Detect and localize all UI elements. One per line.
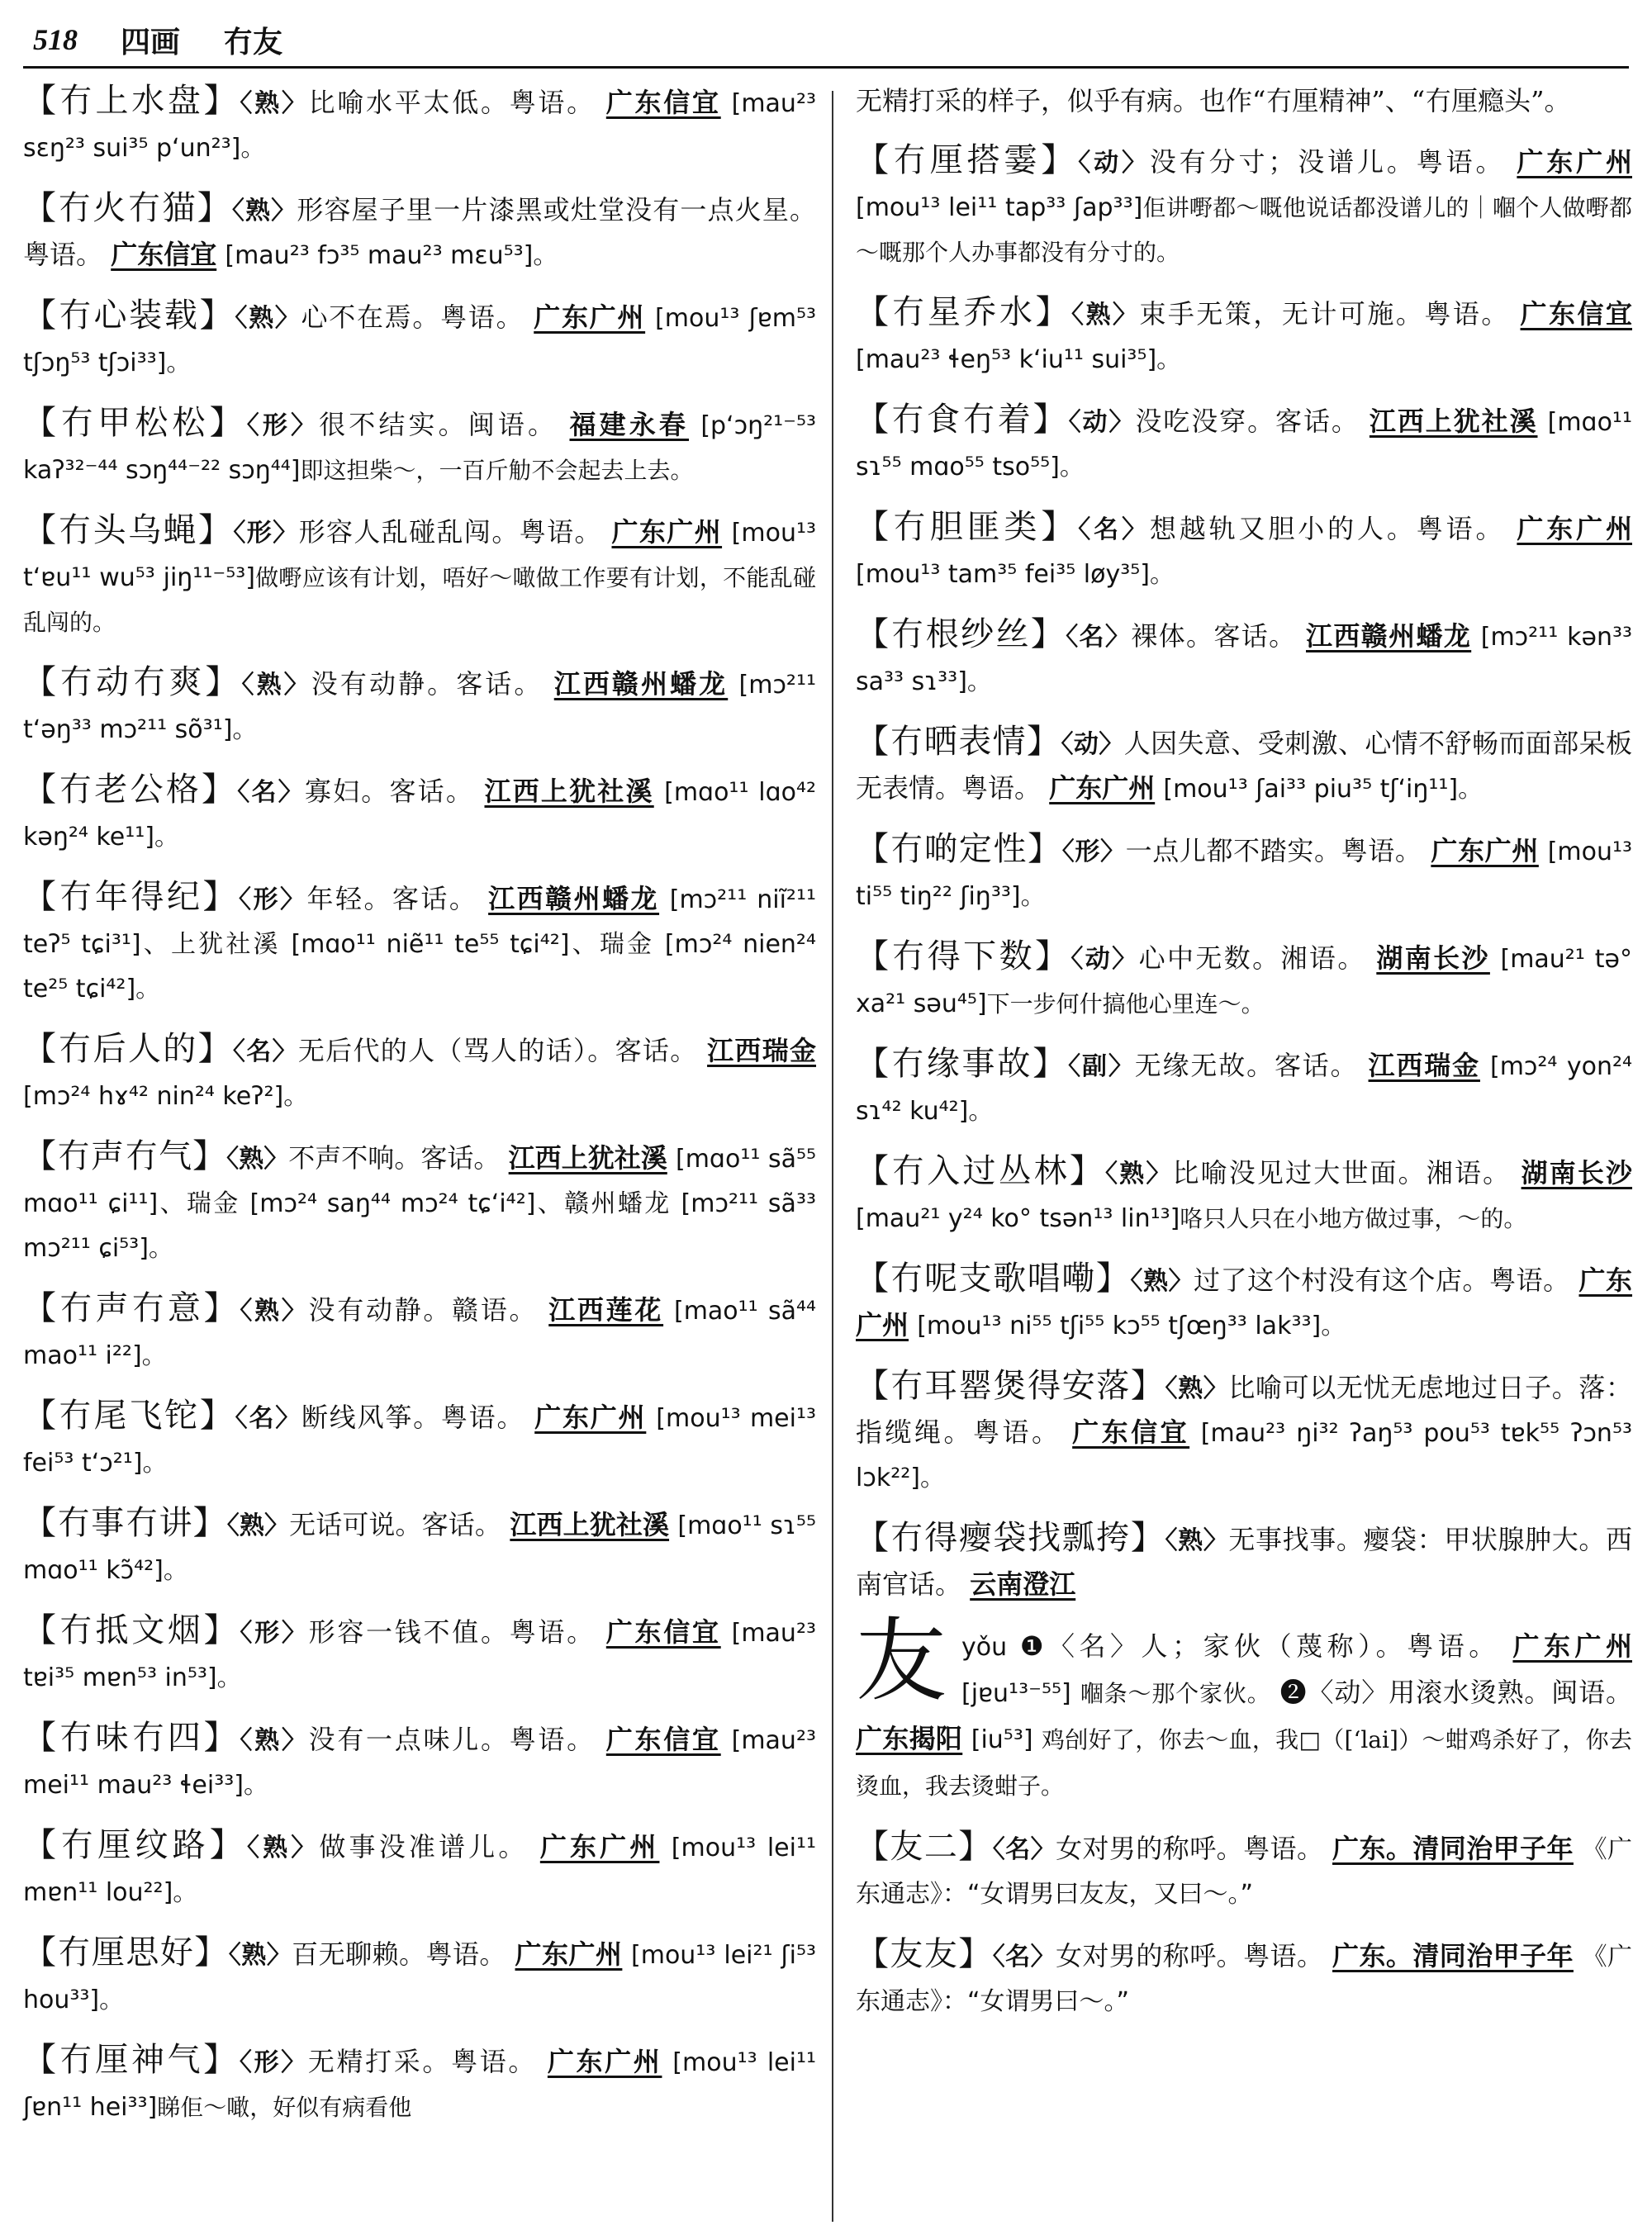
entry-pos: 〈熟〉	[1130, 1267, 1194, 1296]
dictionary-entry	[23, 1287, 816, 1378]
sense-2-ipa: [iu⁵³]	[971, 1725, 1033, 1754]
entry-place: 广东广州	[1517, 513, 1632, 544]
dictionary-entry	[23, 1824, 816, 1914]
entry-headword: 【冇呢支歌唱嘞】	[856, 1260, 1131, 1298]
entry-headword: 【冇胆匪类】	[856, 508, 1079, 546]
sense-1-example: 嗰条～那个家伙。	[1080, 1680, 1271, 1707]
right-entries	[856, 139, 1632, 1607]
entry-place: 广东信宜	[111, 239, 217, 270]
entry-headword: 【冇心装载】	[23, 297, 235, 334]
dictionary-entry	[23, 1609, 816, 1700]
entry-ipa: [mɔ²¹¹ tʻəŋ³³ mɔ²¹¹ sõ³¹]。	[23, 671, 817, 744]
continued-text: 无精打采的样子，似乎有病。也作“冇厘精神”、“冇厘瘾头”。	[856, 85, 1571, 116]
entry-ipa: [mou¹³ ni⁵⁵ tʃi⁵⁵ kɔ⁵⁵ tʃœŋ³³ lak³³]。	[917, 1312, 1346, 1340]
entry-pos: 〈熟〉	[235, 304, 301, 333]
dictionary-entry	[23, 294, 816, 385]
dictionary-entry	[23, 509, 816, 644]
dictionary-entry	[856, 1042, 1632, 1133]
entry-headword: 【冇根纱丝】	[856, 615, 1066, 653]
dictionary-entry	[856, 1150, 1632, 1241]
entry-ipa: [mau²¹ y²⁴ ko° tsən¹³ lin¹³]	[856, 1204, 1180, 1233]
sense-1-ipa: [jɐu¹³⁻⁵⁵]	[961, 1679, 1071, 1708]
entry-headword: 【友二】	[856, 1828, 993, 1866]
entry-place: 江西上犹社溪	[484, 776, 654, 807]
dictionary-entry	[856, 1516, 1632, 1607]
page-header	[33, 15, 1619, 64]
entry-pos: 〈名〉	[232, 1037, 298, 1066]
entry-ipa: [mou¹³ ʃɐm⁵³ tʃɔŋ⁵³ tʃɔi³³]。	[23, 304, 816, 377]
entry-ipa: [mɑo¹¹ sɿ⁵⁵ mɑo⁵⁵ tso⁵⁵]。	[856, 408, 1632, 482]
entry-definition: 形容人乱碰乱闯。粤语。	[298, 516, 602, 548]
dictionary-entry	[856, 505, 1632, 596]
entry-pos: 〈熟〉	[1105, 1160, 1173, 1189]
left-column	[23, 79, 816, 2146]
dictionary-entry	[856, 139, 1632, 274]
page-number: 518	[33, 23, 78, 56]
entry-pos: 〈形〉	[1061, 837, 1126, 866]
dictionary-entry	[23, 1027, 816, 1118]
entry-definition: 年轻。客话。	[306, 883, 478, 914]
entry-definition: 人因失意、受刺激、心情不舒畅而面部呆板无表情。粤语。	[856, 728, 1633, 804]
entry-pos: 〈熟〉	[246, 1834, 320, 1862]
entry-pos: 〈名〉	[992, 1943, 1056, 1971]
entry-ipa: [mou¹³ tam³⁵ fei³⁵ løy³⁵]。	[856, 560, 1175, 589]
dictionary-entry	[856, 720, 1632, 811]
entry-ipa: [mau²³ ŋi³² ʔaŋ⁵³ pou⁵³ tɐk⁵⁵ ʔɔn⁵³ lɔk²²]。	[856, 1419, 1632, 1492]
sense-1-text: 〈名〉人；家伙（蔑称）。粤语。	[1048, 1630, 1500, 1662]
entry-headword: 【冇晒表情】	[856, 723, 1061, 761]
entry-example: 即这担柴～，一百斤觔不会起去上去。	[300, 457, 694, 484]
dictionary-entry	[23, 187, 816, 278]
entry-ipa: [mɑo¹¹ sã⁵⁵ mɑo¹¹ ɕi¹¹]、瑞金 [mɔ²⁴ saŋ⁴⁴ mɔ²⁴ tɕʻi⁴²]、赣州蟠龙 [mɔ²¹¹ sã³³ mɔ²¹¹ ɕi⁵³]。	[23, 1145, 817, 1263]
entry-pos: 〈形〉	[246, 411, 320, 440]
entry-headword: 【冇声冇意】	[23, 1289, 240, 1327]
entry-definition: 心中无数。湘语。	[1138, 942, 1366, 974]
entry-headword: 【冇声冇气】	[23, 1137, 227, 1175]
dictionary-entry	[23, 1394, 816, 1485]
entry-place: 江西上犹社溪	[1369, 406, 1538, 437]
entry-headword: 【冇味冇四】	[23, 1719, 240, 1757]
entry-pos: 〈动〉	[1070, 945, 1139, 974]
entry-ipa: [mau²³ fɔ³⁵ mau²³ mɛu⁵³]。	[225, 241, 558, 270]
right-column	[856, 79, 1632, 2040]
entry-pos: 〈熟〉	[226, 1145, 289, 1174]
entry-headword: 【冇得下数】	[856, 937, 1071, 975]
entry-headword: 【冇火冇猫】	[23, 189, 232, 227]
entry-definition: 形容一钱不值。粤语。	[308, 1616, 596, 1648]
entry-definition: 裸体。客话。	[1131, 620, 1297, 652]
dictionary-entry	[856, 935, 1632, 1026]
entry-ipa: [mɑo¹¹ lɑo⁴² kəŋ²⁴ ke¹¹]。	[23, 778, 817, 852]
entry-ipa: 《广东通志》：“女谓男曰～。”	[856, 1943, 1632, 2016]
dictionary-entry	[23, 768, 816, 859]
continued-entry	[856, 79, 1632, 122]
entry-definition: 过了这个村没有这个店。粤语。	[1194, 1264, 1570, 1296]
entry-headword: 【冇得瘿袋找瓢挎】	[856, 1519, 1165, 1557]
entry-pos: 〈形〉	[239, 2048, 308, 2077]
entry-pos: 〈名〉	[237, 778, 305, 807]
you-entries	[856, 1825, 1632, 2024]
entry-place: 湖南长沙	[1376, 942, 1490, 974]
entry-example: 睇佢～噉，好似有病看他	[157, 2094, 412, 2121]
entry-headword: 【冇尾飞铊】	[23, 1397, 235, 1435]
header-rule	[23, 66, 1629, 69]
entry-place: 广东信宜	[605, 1724, 721, 1755]
entry-pos: 〈熟〉	[226, 1511, 290, 1540]
entry-ipa: [mou¹³ lei¹¹ ʃɐn¹¹ hei³³]	[23, 2048, 816, 2122]
entry-definition: 想越轨又胆小的人。粤语。	[1149, 513, 1506, 544]
entry-definition: 没有动静。赣语。	[308, 1294, 539, 1326]
entry-definition: 形容屋子里一片漆黑或灶堂没有一点火星。粤语。	[23, 194, 817, 270]
entry-definition: 无精打采。粤语。	[307, 2046, 538, 2077]
entry-headword: 【冇耳罂煲得安落】	[856, 1367, 1165, 1405]
entry-pos: 〈熟〉	[228, 1941, 292, 1970]
entry-place: 江西赣州蟠龙	[553, 668, 729, 700]
sense-2-example: 鸡刣好了，你去～血，我□（[ʻlai]）～蚶鸡杀好了，你去烫血，我去烫蚶子。	[856, 1726, 1632, 1800]
entry-ipa: [mou¹³ ti⁵⁵ tiŋ²² ʃiŋ³³]。	[856, 837, 1633, 911]
entry-ipa: [mau²³ tɐi³⁵ mɐn⁵³ in⁵³]。	[23, 1619, 817, 1692]
entry-definition: 一点儿都不踏实。粤语。	[1125, 835, 1422, 866]
entry-pos: 〈动〉	[1078, 149, 1150, 178]
entry-pos: 〈熟〉	[1165, 1526, 1229, 1555]
entry-definition: 断线风筝。粤语。	[301, 1402, 525, 1433]
entry-place: 江西赣州蟠龙	[488, 883, 660, 914]
entry-place: 福建永春	[569, 409, 689, 440]
entry-definition: 没有动静。客话。	[311, 668, 544, 700]
entry-place: 广东。清同治甲子年	[1332, 1833, 1574, 1864]
entry-place: 广东广州	[547, 2046, 662, 2077]
entry-ipa: [mou¹³ mei¹³ fei⁵³ tʻɔ²¹]。	[23, 1404, 817, 1478]
entry-headword: 【冇食冇着】	[856, 401, 1069, 439]
entry-headword: 【冇头乌蝇】	[23, 511, 234, 549]
entry-ipa: [mɔ²⁴ yon²⁴ sɿ⁴² ku⁴²]。	[856, 1052, 1633, 1126]
entry-place: 江西上犹社溪	[510, 1509, 670, 1540]
entry-headword: 【冇动冇爽】	[23, 663, 242, 701]
entry-headword: 【冇甲松松】	[23, 404, 247, 442]
entry-headword: 【冇厘搭霎】	[856, 141, 1079, 179]
entry-pos: 〈名〉	[235, 1404, 302, 1433]
dictionary-entry	[23, 2038, 816, 2129]
entry-pos: 〈熟〉	[241, 671, 311, 700]
entry-ipa: [mou¹³ lei¹¹ tap³³ ʃap³³]	[856, 193, 1143, 222]
dictionary-entry	[856, 398, 1632, 489]
entry-ipa: [mɔ²¹¹ niĩ²¹¹ teʔ⁵ tɕi³¹]、上犹社溪 [mɑo¹¹ niẽ¹¹ te⁵⁵ tɕi⁴²]、瑞金 [mɔ²⁴ nien²⁴ te²⁵ tɕi⁴²]。	[23, 885, 817, 1004]
entry-place: 广东广州	[611, 516, 723, 548]
entry-headword: 【冇后人的】	[23, 1030, 233, 1068]
entry-place: 广东信宜	[605, 1616, 721, 1648]
entry-pos: 〈熟〉	[240, 89, 309, 118]
dictionary-entry	[23, 1135, 816, 1270]
entry-example: 下一步何什搞他心里连～。	[986, 990, 1265, 1018]
sense-2-text: 〈动〉用滚水烫熟。闽语。	[1307, 1677, 1632, 1708]
entry-ipa: [mɔ²⁴ hɤ⁴² nin²⁴ keʔ²]。	[23, 1082, 309, 1111]
entry-pos: 〈形〉	[238, 885, 307, 914]
entry-headword: 【冇抵文烟】	[23, 1611, 240, 1649]
sense-2-place: 广东揭阳	[856, 1723, 963, 1754]
entry-ipa: [mau²³ mei¹¹ mau²³ ɬei³³]。	[23, 1726, 817, 1800]
entry-headword: 【冇入过丛林】	[856, 1152, 1106, 1190]
entry-definition: 寡妇。客话。	[304, 776, 475, 807]
entry-definition: 没有分寸；没谱儿。粤语。	[1149, 146, 1506, 178]
entry-pos: 〈熟〉	[231, 197, 297, 225]
entry-ipa: [mou¹³ lei²¹ ʃi⁵³ hou³³]。	[23, 1941, 817, 2014]
entry-place: 湖南长沙	[1521, 1157, 1633, 1189]
entry-headword: 【冇厘神气】	[23, 2041, 240, 2079]
entry-definition: 比喻可以无忧无虑地过日子。落：指缆绳。粤语。	[856, 1372, 1633, 1448]
entry-pos: 〈副〉	[1068, 1052, 1135, 1081]
section-label: 四画	[121, 24, 181, 59]
sense-1-place: 广东广州	[1512, 1630, 1632, 1662]
entry-place: 广东信宜	[1072, 1416, 1190, 1448]
head-char: 友	[856, 1608, 947, 1714]
entry-place: 云南澄江	[970, 1568, 1076, 1600]
entry-place: 江西上犹社溪	[508, 1142, 667, 1174]
entry-headword: 【冇缘事故】	[856, 1045, 1069, 1083]
dictionary-entry	[856, 613, 1632, 704]
entry-place: 广东信宜	[1520, 298, 1632, 330]
dictionary-entry	[23, 1502, 816, 1592]
dictionary-entry	[856, 828, 1632, 918]
entry-place: 江西瑞金	[1368, 1050, 1480, 1081]
entry-place: 广东信宜	[605, 87, 721, 118]
entry-pos: 〈动〉	[1068, 408, 1136, 437]
entry-headword: 【冇老公格】	[23, 771, 238, 809]
entry-headword: 【冇星乔水】	[856, 293, 1071, 331]
entry-ipa: [mou¹³ tʻɐu¹¹ wu⁵³ jiŋ¹¹⁻⁵³]	[23, 519, 817, 592]
dictionary-entry	[856, 1257, 1632, 1348]
entry-definition: 女对男的称呼。粤语。	[1056, 1833, 1324, 1864]
entry-pos: 〈熟〉	[1165, 1374, 1229, 1403]
entry-headword: 【冇上水盘】	[23, 82, 240, 120]
entry-example: 做嘢应该有计划，唔好～噉做工作要有计划，不能乱碰乱闯的。	[23, 564, 816, 636]
dictionary-entry	[23, 875, 816, 1011]
entry-headword: 【冇啲定性】	[856, 830, 1062, 868]
entry-place: 广东广州	[534, 301, 646, 333]
entry-place: 广东广州	[1517, 146, 1632, 178]
entry-ipa: [mau²¹ tə° xa²¹ səu⁴⁵]	[856, 945, 1633, 1018]
entry-place: 广东广州	[539, 1831, 660, 1862]
entry-definition: 无事找事。瘿袋：甲状腺肿大。西南官话。	[856, 1524, 1633, 1600]
dictionary-entry	[23, 661, 816, 752]
entry-ipa: [mau²³ ɬeŋ⁵³ kʻiu¹¹ sui³⁵]。	[856, 345, 1182, 374]
dictionary-entry	[856, 1364, 1632, 1500]
entry-definition: 百无聊赖。粤语。	[292, 1938, 506, 1970]
entry-definition: 无后代的人（骂人的话）。客话。	[297, 1035, 698, 1066]
entry-definition: 不声不响。客话。	[288, 1142, 501, 1174]
entry-place: 广东广州	[1431, 835, 1539, 866]
entry-definition: 比喻水平太低。粤语。	[308, 87, 596, 118]
entry-example: 佢讲嘢都～嘅他说话都没谱儿的｜嗰个人做嘢都～嘅那个人办事都没有分寸的。	[856, 194, 1632, 266]
dictionary-entry	[856, 291, 1632, 382]
entry-headword: 【冇厘纹路】	[23, 1826, 247, 1864]
entry-place: 广东广州	[1049, 772, 1156, 804]
entry-ipa: [mɔ²¹¹ kən³³ sa³³ sɿ³³]。	[856, 623, 1633, 696]
entry-pos: 〈形〉	[233, 519, 299, 548]
entry-definition: 没有一点味儿。粤语。	[308, 1724, 596, 1755]
dictionary-entry	[23, 401, 816, 492]
entry-place: 广东广州	[856, 1264, 1633, 1340]
entry-pos: 〈熟〉	[240, 1726, 309, 1755]
entry-place: 江西莲花	[548, 1294, 664, 1326]
entry-pos: 〈动〉	[1061, 730, 1124, 759]
dictionary-entry	[856, 1933, 1632, 2024]
entry-definition: 无缘无故。客话。	[1134, 1050, 1359, 1081]
entry-pos: 〈熟〉	[240, 1297, 309, 1326]
entry-ipa: 《广东通志》：“女谓男曰友友，又曰～。”	[856, 1835, 1632, 1909]
entry-definition: 做事没准谱儿。	[319, 1831, 529, 1862]
entry-pos: 〈名〉	[992, 1835, 1056, 1864]
entry-example: 咯只人只在小地方做过事，～的。	[1180, 1205, 1527, 1232]
entry-definition: 女对男的称呼。粤语。	[1056, 1940, 1324, 1971]
dictionary-entry	[23, 1931, 816, 2022]
head-pinyin: yǒu	[961, 1633, 1008, 1662]
entry-headword: 【友友】	[856, 1935, 993, 1973]
dictionary-entry	[23, 79, 816, 170]
entry-definition: 心不在焉。粤语。	[301, 301, 525, 333]
entry-place: 江西赣州蟠龙	[1306, 620, 1472, 652]
entry-ipa: [mɑo¹¹ sɿ⁵⁵ mɑo¹¹ kɔ̃⁴²]。	[23, 1511, 816, 1585]
entry-definition: 束手无策，无计可施。粤语。	[1139, 298, 1510, 330]
entry-ipa: [mao¹¹ sã⁴⁴ mao¹¹ i²²]。	[23, 1297, 817, 1370]
radical-label: 冇友	[223, 24, 283, 59]
entry-headword: 【冇事冇讲】	[23, 1504, 227, 1542]
char-entry-you: 友 yǒu ❶〈名〉人；家伙（蔑称）。粤语。 广东广州 [jɐu¹³⁻⁵⁵] 嗰条～那个家伙。 ❷〈动〉用滚水烫熟。闽语。 广东揭阳 [iu⁵³] 鸡刣好了，你去～血，我□（[ʻlai]）～蚶鸡杀好了，你去烫血，我去烫蚶子。	[856, 1608, 1632, 1800]
entry-ipa: [mou¹³ ʃai³³ piu³⁵ tʃʻiŋ¹¹]。	[1163, 775, 1483, 804]
entry-pos: 〈名〉	[1078, 515, 1150, 544]
entry-ipa: [mou¹³ lei¹¹ mɐn¹¹ lou²²]。	[23, 1834, 817, 1907]
entry-ipa: [mau²³ sɛŋ²³ sui³⁵ pʻun²³]。	[23, 89, 817, 163]
entry-pos: 〈名〉	[1066, 623, 1132, 652]
entry-place: 江西瑞金	[707, 1035, 817, 1066]
entry-place: 广东。清同治甲子年	[1332, 1940, 1574, 1971]
entry-place: 广东广州	[515, 1938, 623, 1970]
entry-headword: 【冇年得纪】	[23, 878, 239, 916]
dictionary-entry	[23, 1716, 816, 1807]
entry-definition: 比喻没见过大世面。湘语。	[1172, 1157, 1512, 1189]
entry-pos: 〈形〉	[240, 1619, 309, 1648]
entry-headword: 【冇厘思好】	[23, 1933, 229, 1971]
entry-definition: 很不结实。闽语。	[319, 409, 558, 440]
dictionary-entry	[856, 1825, 1632, 1916]
entry-ipa: [pʻɔŋ²¹⁻⁵³ kaʔ³²⁻⁴⁴ sɔŋ⁴⁴⁻²² sɔŋ⁴⁴]	[23, 411, 817, 485]
entry-definition: 没吃没穿。客话。	[1135, 406, 1360, 437]
entry-place: 广东广州	[534, 1402, 647, 1433]
entry-pos: 〈熟〉	[1070, 301, 1140, 330]
column-divider	[832, 91, 833, 2222]
entry-definition: 无话可说。客话。	[289, 1509, 502, 1540]
